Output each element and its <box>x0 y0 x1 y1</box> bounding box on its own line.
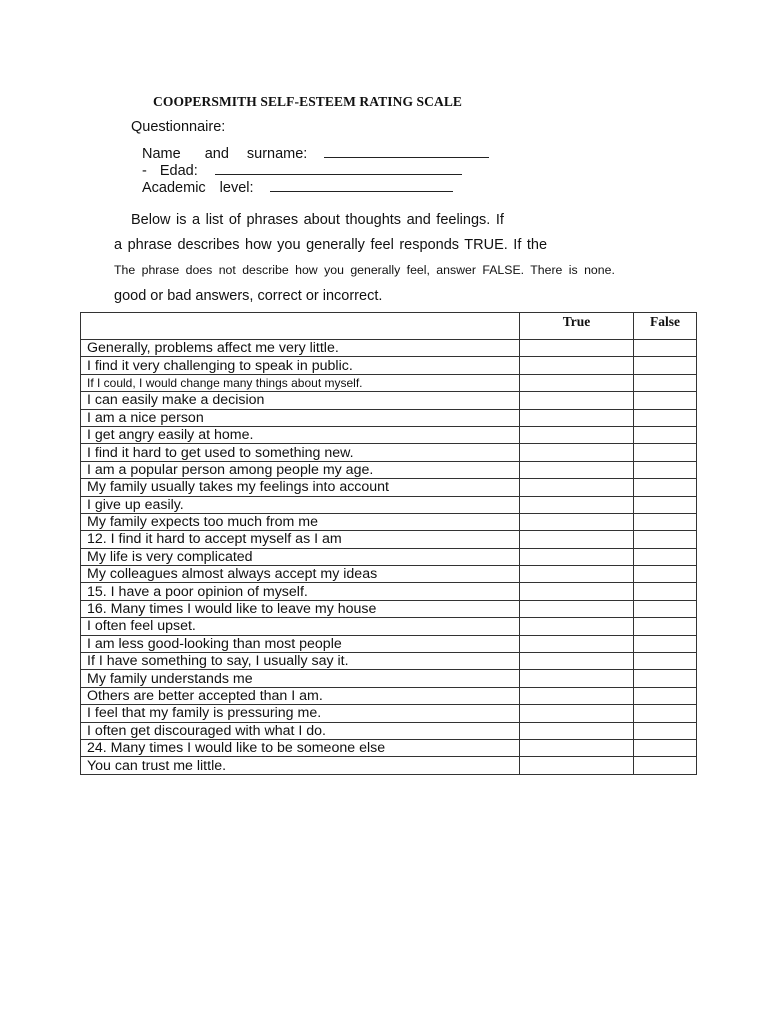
statement-cell: I feel that my family is pressuring me. <box>81 705 520 722</box>
false-answer-cell[interactable] <box>634 722 697 739</box>
statement-cell: I am a nice person <box>81 409 520 426</box>
statement-cell: 24. Many times I would like to be someone else <box>81 739 520 756</box>
age-blank-line[interactable] <box>215 162 462 175</box>
header-statement <box>81 313 520 340</box>
instructions-line: The phrase does not describe how you generally feel, answer FALSE. There is none. <box>114 263 615 277</box>
age-field[interactable] <box>142 162 462 179</box>
table-row <box>81 357 697 374</box>
instructions-line: good or bad answers, correct or incorrect. <box>114 288 383 304</box>
false-answer-cell[interactable] <box>634 583 697 600</box>
statement-cell: Generally, problems affect me very little. <box>81 340 520 357</box>
table-row <box>81 340 697 357</box>
table-row <box>81 618 697 635</box>
name-label-word: surname: <box>246 146 308 162</box>
statement-cell: My family usually takes my feelings into account <box>81 479 520 496</box>
academic-level-field[interactable] <box>142 179 453 196</box>
true-answer-cell[interactable] <box>520 566 634 583</box>
true-answer-cell[interactable] <box>520 670 634 687</box>
table-row <box>81 548 697 565</box>
header-true: True <box>520 313 634 340</box>
false-answer-cell[interactable] <box>634 340 697 357</box>
false-answer-cell[interactable] <box>634 757 697 774</box>
statement-cell: You can trust me little. <box>81 757 520 774</box>
questionnaire-label: Questionnaire: <box>131 119 226 135</box>
table-row <box>81 722 697 739</box>
statement-cell: My family understands me <box>81 670 520 687</box>
statement-cell: If I could, I would change many things about myself. <box>81 374 520 391</box>
true-answer-cell[interactable] <box>520 635 634 652</box>
false-answer-cell[interactable] <box>634 357 697 374</box>
table-row <box>81 479 697 496</box>
table-row <box>81 566 697 583</box>
table-row <box>81 513 697 530</box>
statement-cell: 16. Many times I would like to leave my house <box>81 600 520 617</box>
instructions-line: a phrase describes how you generally feel responds TRUE. If the <box>114 237 548 253</box>
true-answer-cell[interactable] <box>520 479 634 496</box>
statement-cell: 15. I have a poor opinion of myself. <box>81 583 520 600</box>
statement-cell: I give up easily. <box>81 496 520 513</box>
true-answer-cell[interactable] <box>520 548 634 565</box>
statement-cell: I am a popular person among people my age. <box>81 461 520 478</box>
name-label-word: Name <box>142 146 181 162</box>
table-row <box>81 392 697 409</box>
true-answer-cell[interactable] <box>520 409 634 426</box>
age-dash: - <box>142 163 147 179</box>
name-blank-line[interactable] <box>324 145 489 158</box>
true-answer-cell[interactable] <box>520 513 634 530</box>
true-answer-cell[interactable] <box>520 357 634 374</box>
false-answer-cell[interactable] <box>634 670 697 687</box>
false-answer-cell[interactable] <box>634 426 697 443</box>
table-row <box>81 653 697 670</box>
name-surname-field[interactable] <box>142 145 489 162</box>
statement-cell: My family expects too much from me <box>81 513 520 530</box>
statement-cell: My life is very complicated <box>81 548 520 565</box>
statement-cell: My colleagues almost always accept my ideas <box>81 566 520 583</box>
rating-table <box>80 312 697 775</box>
table-row <box>81 600 697 617</box>
statement-cell: I get angry easily at home. <box>81 426 520 443</box>
table-row <box>81 739 697 756</box>
false-answer-cell[interactable] <box>634 566 697 583</box>
false-answer-cell[interactable] <box>634 635 697 652</box>
statement-cell: 12. I find it hard to accept myself as I am <box>81 531 520 548</box>
table-row <box>81 409 697 426</box>
false-answer-cell[interactable] <box>634 444 697 461</box>
statement-cell: I find it hard to get used to something new. <box>81 444 520 461</box>
table-row <box>81 635 697 652</box>
header-false: False <box>634 313 697 340</box>
age-label: Edad: <box>159 163 198 179</box>
table-row <box>81 496 697 513</box>
table-row <box>81 531 697 548</box>
table-header-row <box>81 313 697 340</box>
statement-cell: Others are better accepted than I am. <box>81 687 520 704</box>
false-answer-cell[interactable] <box>634 600 697 617</box>
true-answer-cell[interactable] <box>520 496 634 513</box>
table-row <box>81 670 697 687</box>
false-answer-cell[interactable] <box>634 531 697 548</box>
false-answer-cell[interactable] <box>634 479 697 496</box>
name-label-word: and <box>204 146 229 162</box>
true-answer-cell[interactable] <box>520 705 634 722</box>
false-answer-cell[interactable] <box>634 618 697 635</box>
statement-cell: I am less good-looking than most people <box>81 635 520 652</box>
statement-cell: I often feel upset. <box>81 618 520 635</box>
false-answer-cell[interactable] <box>634 513 697 530</box>
false-answer-cell[interactable] <box>634 461 697 478</box>
statement-cell: I often get discouraged with what I do. <box>81 722 520 739</box>
true-answer-cell[interactable] <box>520 531 634 548</box>
statement-cell: I can easily make a decision <box>81 392 520 409</box>
statement-cell: I find it very challenging to speak in public. <box>81 357 520 374</box>
academic-blank-line[interactable] <box>270 179 453 192</box>
true-answer-cell[interactable] <box>520 757 634 774</box>
false-answer-cell[interactable] <box>634 392 697 409</box>
true-answer-cell[interactable] <box>520 739 634 756</box>
true-answer-cell[interactable] <box>520 722 634 739</box>
table-row <box>81 705 697 722</box>
false-answer-cell[interactable] <box>634 687 697 704</box>
statement-cell: If I have something to say, I usually say it. <box>81 653 520 670</box>
true-answer-cell[interactable] <box>520 461 634 478</box>
table-row <box>81 583 697 600</box>
table-row <box>81 687 697 704</box>
false-answer-cell[interactable] <box>634 374 697 391</box>
table-row <box>81 444 697 461</box>
table-row <box>81 426 697 443</box>
false-answer-cell[interactable] <box>634 496 697 513</box>
true-answer-cell[interactable] <box>520 426 634 443</box>
academic-label-word: Academic <box>142 180 206 196</box>
academic-label-word: level: <box>219 180 254 196</box>
true-answer-cell[interactable] <box>520 687 634 704</box>
false-answer-cell[interactable] <box>634 653 697 670</box>
table-row <box>81 461 697 478</box>
true-answer-cell[interactable] <box>520 340 634 357</box>
false-answer-cell[interactable] <box>634 409 697 426</box>
true-answer-cell[interactable] <box>520 392 634 409</box>
false-answer-cell[interactable] <box>634 548 697 565</box>
page-title: COOPERSMITH SELF-ESTEEM RATING SCALE <box>153 94 463 109</box>
true-answer-cell[interactable] <box>520 444 634 461</box>
true-answer-cell[interactable] <box>520 600 634 617</box>
true-answer-cell[interactable] <box>520 374 634 391</box>
true-answer-cell[interactable] <box>520 583 634 600</box>
false-answer-cell[interactable] <box>634 705 697 722</box>
false-answer-cell[interactable] <box>634 739 697 756</box>
true-answer-cell[interactable] <box>520 618 634 635</box>
true-answer-cell[interactable] <box>520 653 634 670</box>
instructions-line: Below is a list of phrases about thoughts and feelings. If <box>131 212 504 228</box>
table-row <box>81 374 697 391</box>
table-row <box>81 757 697 774</box>
